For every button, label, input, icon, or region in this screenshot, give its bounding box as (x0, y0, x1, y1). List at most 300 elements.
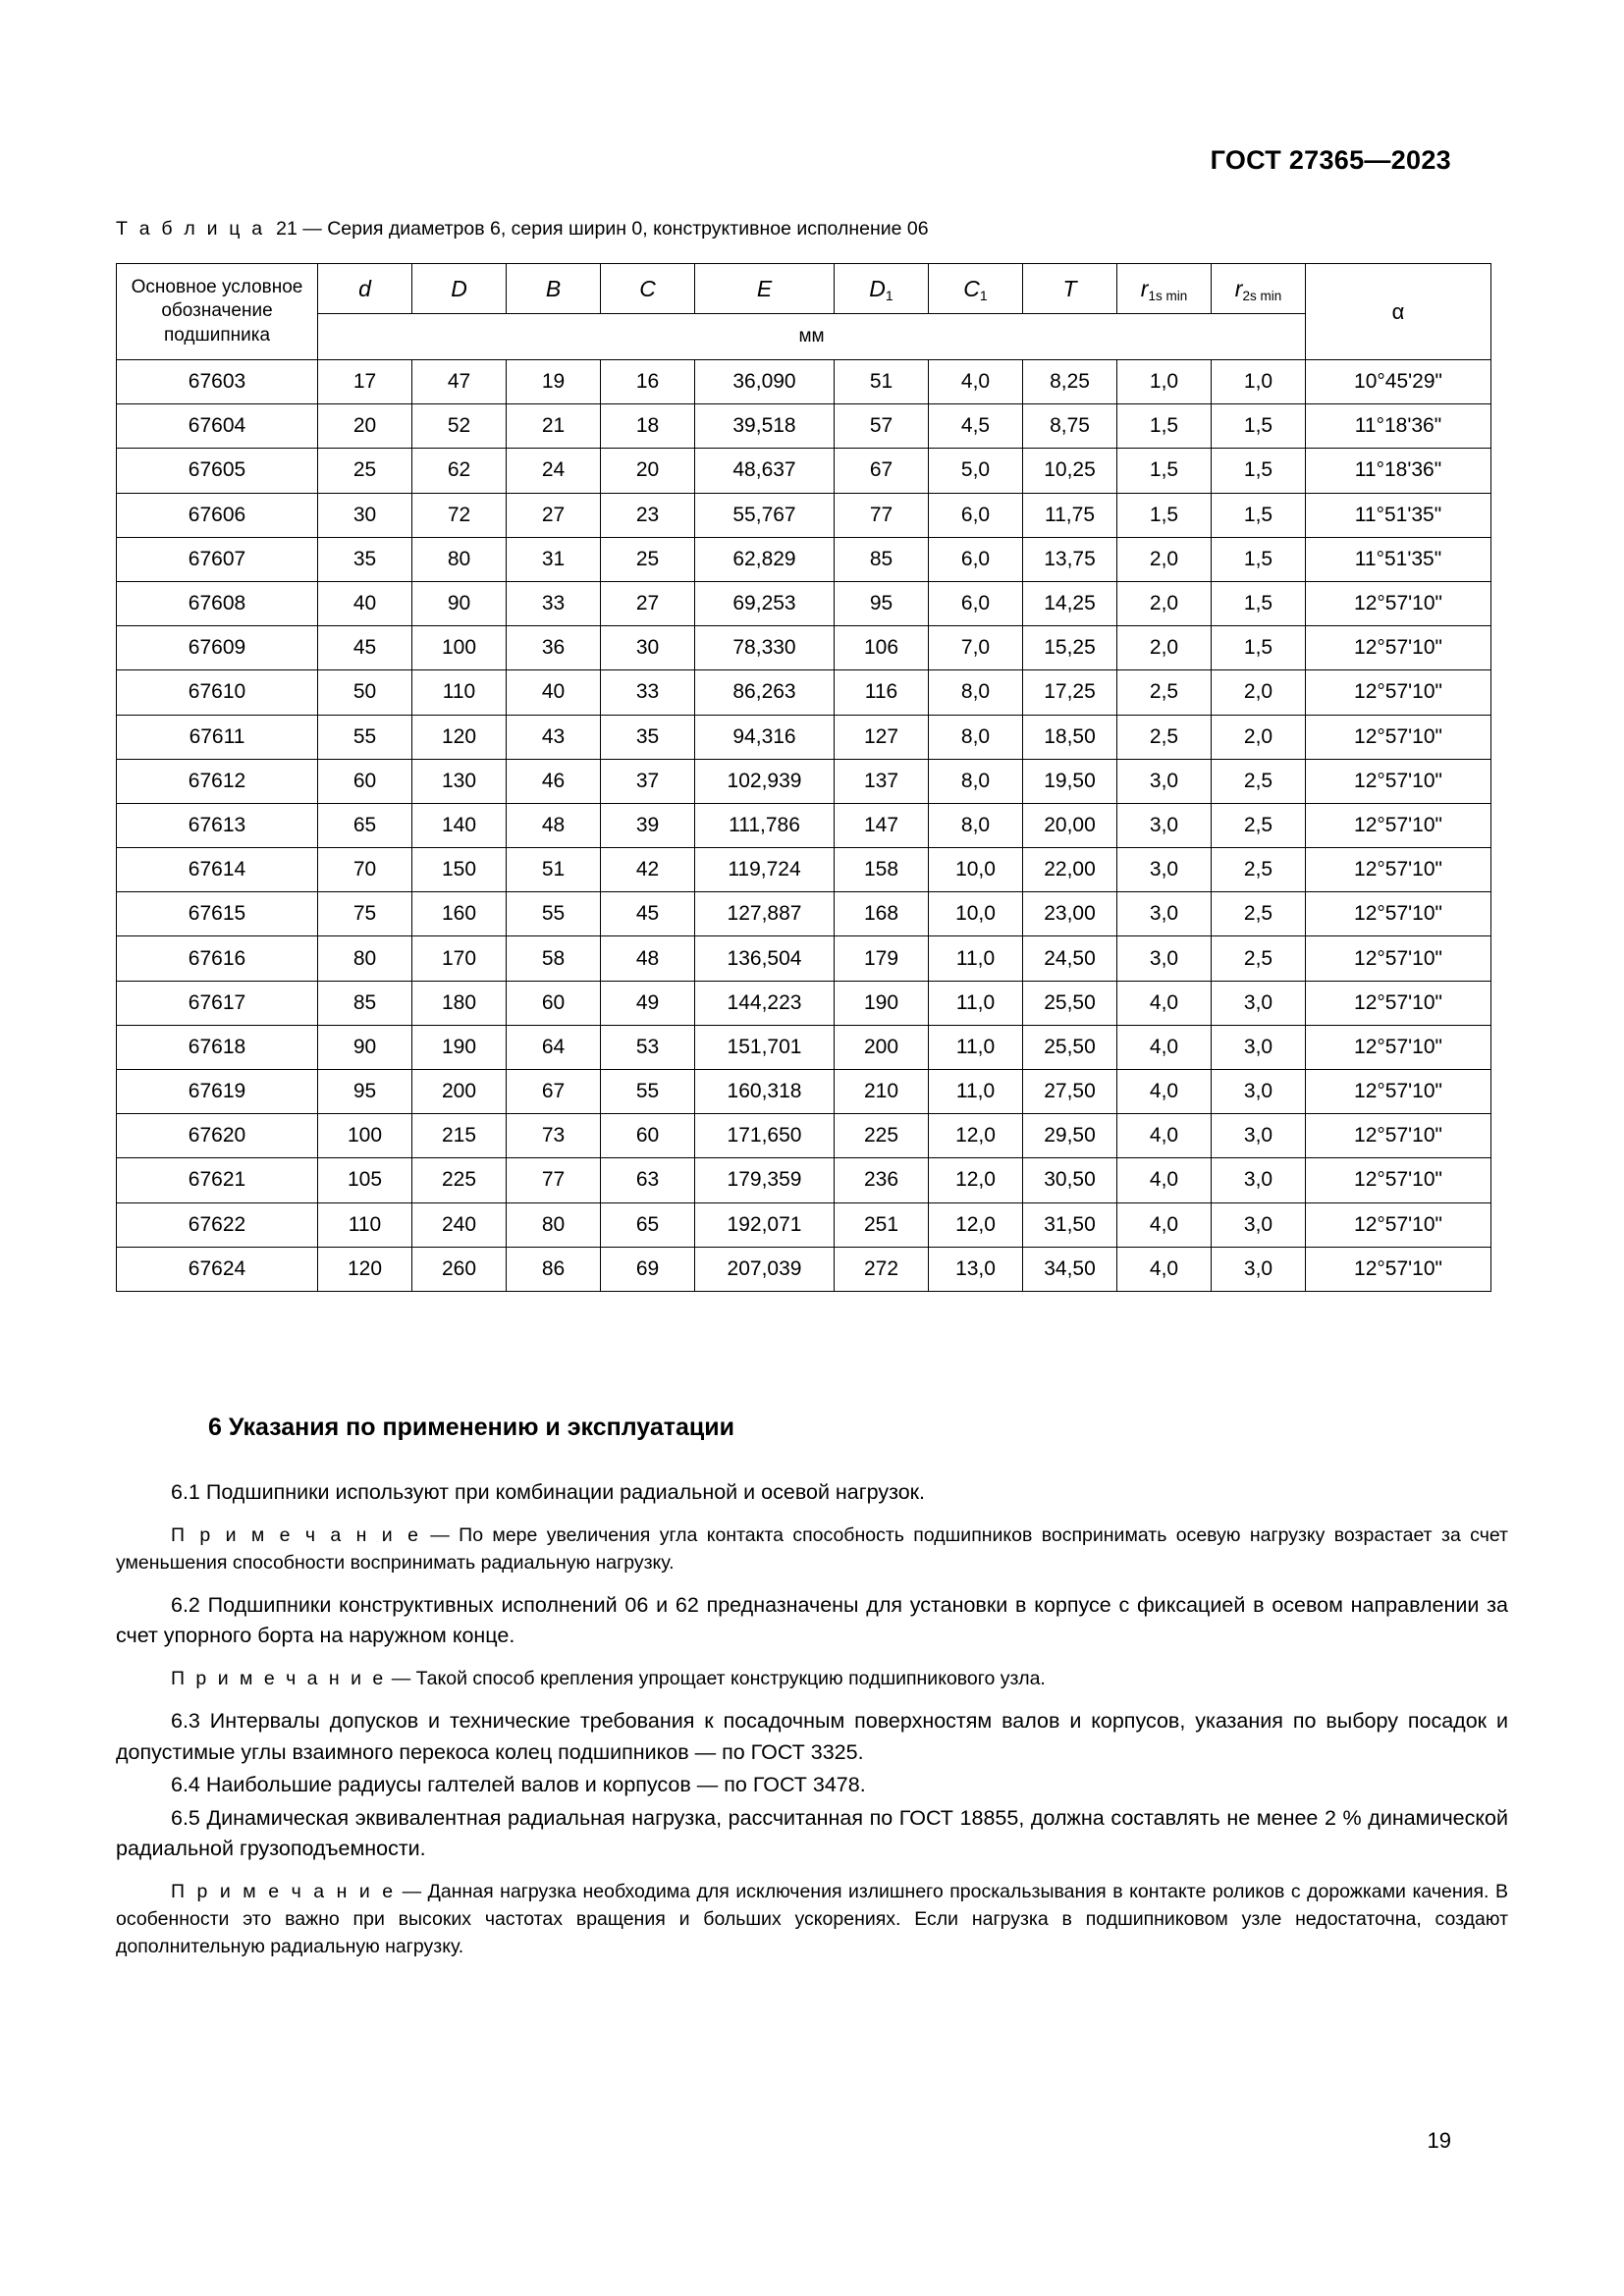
cell-r2: 3,0 (1212, 1247, 1306, 1291)
cell-D: 170 (412, 936, 507, 981)
cell-C: 16 (601, 360, 695, 404)
table-head (117, 264, 1491, 360)
cell-d: 20 (318, 404, 412, 449)
cell-D1: 106 (835, 626, 929, 670)
cell-C: 45 (601, 892, 695, 936)
cell-T: 13,75 (1023, 537, 1117, 581)
cell-alpha: 12°57'10" (1306, 848, 1491, 892)
cell-B: 21 (507, 404, 601, 449)
col-header-designation: Основное условное обозначение подшипника (117, 264, 318, 360)
cell-r1: 4,0 (1117, 1158, 1212, 1202)
note-3 (116, 1878, 1508, 1960)
cell-name: 67624 (117, 1247, 318, 1291)
cell-name: 67617 (117, 981, 318, 1025)
cell-T: 27,50 (1023, 1070, 1117, 1114)
paragraph-6-3: 6.3 Интервалы допусков и технические требования к посадочным поверхностям валов и корпусов, указания по выбору посадок и допустимые углы взаимного перекоса колец подшипников — по ГОСТ 3325. (116, 1709, 1508, 1764)
cell-C: 63 (601, 1158, 695, 1202)
cell-d: 17 (318, 360, 412, 404)
col-header-alpha: α (1306, 264, 1491, 360)
cell-d: 85 (318, 981, 412, 1025)
cell-name: 67606 (117, 493, 318, 537)
col-header-r2s-min: r2s min (1212, 264, 1306, 314)
cell-r2: 2,5 (1212, 848, 1306, 892)
cell-D: 160 (412, 892, 507, 936)
note-1 (116, 1522, 1508, 1576)
cell-name: 67615 (117, 892, 318, 936)
cell-C1: 6,0 (929, 537, 1023, 581)
cell-alpha: 11°51'35" (1306, 537, 1491, 581)
cell-name: 67614 (117, 848, 318, 892)
cell-E: 192,071 (695, 1202, 835, 1247)
cell-name: 67609 (117, 626, 318, 670)
cell-r2: 2,5 (1212, 892, 1306, 936)
cell-C1: 8,0 (929, 803, 1023, 847)
table-row (117, 404, 1491, 449)
note-2-label: П р и м е ч а н и е (171, 1667, 387, 1689)
cell-C1: 7,0 (929, 626, 1023, 670)
cell-D1: 95 (835, 581, 929, 625)
cell-C: 39 (601, 803, 695, 847)
cell-C: 65 (601, 1202, 695, 1247)
cell-r2: 2,5 (1212, 759, 1306, 803)
table-caption-label: Т а б л и ц а (116, 218, 266, 240)
cell-name: 67605 (117, 449, 318, 493)
cell-d: 70 (318, 848, 412, 892)
cell-T: 14,25 (1023, 581, 1117, 625)
table-row (117, 715, 1491, 759)
cell-D1: 168 (835, 892, 929, 936)
cell-name: 67620 (117, 1114, 318, 1158)
cell-D: 240 (412, 1202, 507, 1247)
table-row (117, 449, 1491, 493)
cell-T: 29,50 (1023, 1114, 1117, 1158)
cell-D: 140 (412, 803, 507, 847)
cell-E: 78,330 (695, 626, 835, 670)
cell-E: 207,039 (695, 1247, 835, 1291)
cell-r1: 3,0 (1117, 803, 1212, 847)
cell-r1: 1,0 (1117, 360, 1212, 404)
cell-E: 39,518 (695, 404, 835, 449)
cell-r1: 4,0 (1117, 1202, 1212, 1247)
table-row (117, 892, 1491, 936)
cell-C: 23 (601, 493, 695, 537)
cell-alpha: 12°57'10" (1306, 670, 1491, 715)
cell-D1: 147 (835, 803, 929, 847)
cell-C: 33 (601, 670, 695, 715)
cell-r2: 1,5 (1212, 537, 1306, 581)
table-row (117, 759, 1491, 803)
cell-D: 260 (412, 1247, 507, 1291)
cell-E: 136,504 (695, 936, 835, 981)
cell-r2: 2,0 (1212, 715, 1306, 759)
cell-T: 15,25 (1023, 626, 1117, 670)
table-row (117, 670, 1491, 715)
cell-alpha: 12°57'10" (1306, 759, 1491, 803)
cell-r2: 3,0 (1212, 1158, 1306, 1202)
cell-C: 53 (601, 1025, 695, 1069)
paragraph-6-2: 6.2 Подшипники конструктивных исполнений 06 и 62 предназначены для установки в корпусе с фиксацией в осевом направлении за счет упорного борта на наружном конце. (116, 1592, 1508, 1648)
cell-B: 77 (507, 1158, 601, 1202)
cell-r1: 3,0 (1117, 936, 1212, 981)
bearings-table-container (116, 263, 1490, 1292)
cell-D: 215 (412, 1114, 507, 1158)
cell-D: 180 (412, 981, 507, 1025)
cell-alpha: 11°18'36" (1306, 449, 1491, 493)
cell-B: 67 (507, 1070, 601, 1114)
table-row (117, 848, 1491, 892)
cell-D: 80 (412, 537, 507, 581)
cell-C1: 11,0 (929, 981, 1023, 1025)
table-row (117, 493, 1491, 537)
cell-r2: 3,0 (1212, 1114, 1306, 1158)
cell-name: 67608 (117, 581, 318, 625)
cell-C1: 11,0 (929, 1070, 1023, 1114)
table-caption-number: 21 (276, 218, 298, 240)
cell-D1: 116 (835, 670, 929, 715)
cell-r2: 2,0 (1212, 670, 1306, 715)
cell-E: 127,887 (695, 892, 835, 936)
cell-C1: 11,0 (929, 936, 1023, 981)
cell-C: 35 (601, 715, 695, 759)
col-header-B: B (507, 264, 601, 314)
cell-r1: 3,0 (1117, 848, 1212, 892)
table-header-row-symbols (117, 264, 1491, 314)
cell-B: 40 (507, 670, 601, 715)
cell-T: 20,00 (1023, 803, 1117, 847)
cell-name: 67613 (117, 803, 318, 847)
cell-name: 67607 (117, 537, 318, 581)
cell-r1: 2,5 (1117, 715, 1212, 759)
cell-T: 25,50 (1023, 1025, 1117, 1069)
cell-r2: 3,0 (1212, 981, 1306, 1025)
cell-D1: 236 (835, 1158, 929, 1202)
cell-r1: 3,0 (1117, 892, 1212, 936)
cell-B: 19 (507, 360, 601, 404)
cell-C1: 12,0 (929, 1158, 1023, 1202)
cell-D: 190 (412, 1025, 507, 1069)
cell-d: 80 (318, 936, 412, 981)
cell-D1: 225 (835, 1114, 929, 1158)
cell-T: 23,00 (1023, 892, 1117, 936)
col-header-D: D (412, 264, 507, 314)
cell-r1: 1,5 (1117, 449, 1212, 493)
col-header-d: d (318, 264, 412, 314)
cell-C: 25 (601, 537, 695, 581)
cell-E: 55,767 (695, 493, 835, 537)
cell-E: 36,090 (695, 360, 835, 404)
cell-name: 67603 (117, 360, 318, 404)
cell-C1: 10,0 (929, 892, 1023, 936)
cell-d: 90 (318, 1025, 412, 1069)
cell-B: 31 (507, 537, 601, 581)
cell-r2: 1,5 (1212, 404, 1306, 449)
cell-alpha: 12°57'10" (1306, 1070, 1491, 1114)
cell-d: 45 (318, 626, 412, 670)
cell-alpha: 12°57'10" (1306, 981, 1491, 1025)
note-1-label: П р и м е ч а н и е (171, 1523, 421, 1546)
cell-name: 67610 (117, 670, 318, 715)
cell-C1: 8,0 (929, 715, 1023, 759)
cell-r1: 3,0 (1117, 759, 1212, 803)
cell-r1: 4,0 (1117, 1070, 1212, 1114)
page-number: 19 (1427, 2128, 1451, 2153)
cell-E: 119,724 (695, 848, 835, 892)
cell-r1: 4,0 (1117, 981, 1212, 1025)
col-header-C: C (601, 264, 695, 314)
cell-D1: 179 (835, 936, 929, 981)
table-header-row-units (117, 314, 1491, 360)
cell-E: 86,263 (695, 670, 835, 715)
cell-D: 130 (412, 759, 507, 803)
paragraph-6-1: 6.1 Подшипники используют при комбинации радиальной и осевой нагрузок. (171, 1480, 926, 1504)
table-row (117, 1114, 1491, 1158)
col-header-T: T (1023, 264, 1117, 314)
cell-D: 120 (412, 715, 507, 759)
cell-E: 94,316 (695, 715, 835, 759)
cell-r2: 1,5 (1212, 581, 1306, 625)
cell-E: 171,650 (695, 1114, 835, 1158)
cell-D1: 127 (835, 715, 929, 759)
cell-D: 100 (412, 626, 507, 670)
cell-B: 48 (507, 803, 601, 847)
cell-T: 22,00 (1023, 848, 1117, 892)
cell-T: 19,50 (1023, 759, 1117, 803)
cell-C: 48 (601, 936, 695, 981)
cell-C1: 8,0 (929, 759, 1023, 803)
table-row (117, 1247, 1491, 1291)
document-standard-header: ГОСТ 27365—2023 (1210, 145, 1451, 175)
table-row (117, 581, 1491, 625)
cell-D: 62 (412, 449, 507, 493)
cell-D: 90 (412, 581, 507, 625)
cell-alpha: 12°57'10" (1306, 1114, 1491, 1158)
table-row (117, 1070, 1491, 1114)
cell-name: 67611 (117, 715, 318, 759)
cell-alpha: 12°57'10" (1306, 1247, 1491, 1291)
cell-alpha: 12°57'10" (1306, 715, 1491, 759)
cell-C: 69 (601, 1247, 695, 1291)
cell-T: 10,25 (1023, 449, 1117, 493)
cell-C: 37 (601, 759, 695, 803)
cell-B: 86 (507, 1247, 601, 1291)
cell-C1: 4,5 (929, 404, 1023, 449)
cell-d: 50 (318, 670, 412, 715)
cell-E: 144,223 (695, 981, 835, 1025)
cell-d: 75 (318, 892, 412, 936)
table-row (117, 537, 1491, 581)
cell-E: 69,253 (695, 581, 835, 625)
cell-C1: 10,0 (929, 848, 1023, 892)
col-header-E: E (695, 264, 835, 314)
section-heading-6: 6 Указания по применению и эксплуатации (208, 1414, 734, 1441)
cell-D1: 57 (835, 404, 929, 449)
table-body (117, 360, 1491, 1292)
cell-d: 100 (318, 1114, 412, 1158)
cell-B: 27 (507, 493, 601, 537)
cell-B: 36 (507, 626, 601, 670)
cell-r1: 4,0 (1117, 1247, 1212, 1291)
cell-C: 18 (601, 404, 695, 449)
cell-D1: 200 (835, 1025, 929, 1069)
cell-r2: 2,5 (1212, 803, 1306, 847)
cell-C1: 5,0 (929, 449, 1023, 493)
cell-d: 120 (318, 1247, 412, 1291)
cell-d: 105 (318, 1158, 412, 1202)
note-3-label: П р и м е ч а н и е (171, 1880, 397, 1902)
cell-D: 150 (412, 848, 507, 892)
cell-name: 67621 (117, 1158, 318, 1202)
cell-C: 20 (601, 449, 695, 493)
cell-name: 67612 (117, 759, 318, 803)
cell-E: 179,359 (695, 1158, 835, 1202)
cell-E: 62,829 (695, 537, 835, 581)
cell-B: 24 (507, 449, 601, 493)
cell-D1: 272 (835, 1247, 929, 1291)
cell-B: 60 (507, 981, 601, 1025)
cell-alpha: 11°18'36" (1306, 404, 1491, 449)
cell-T: 24,50 (1023, 936, 1117, 981)
cell-C1: 13,0 (929, 1247, 1023, 1291)
col-header-unit-mm: мм (318, 314, 1306, 360)
cell-C: 42 (601, 848, 695, 892)
cell-C1: 12,0 (929, 1202, 1023, 1247)
cell-name: 67618 (117, 1025, 318, 1069)
cell-alpha: 12°57'10" (1306, 626, 1491, 670)
cell-r1: 4,0 (1117, 1025, 1212, 1069)
cell-name: 67619 (117, 1070, 318, 1114)
cell-C1: 4,0 (929, 360, 1023, 404)
note-2 (116, 1665, 1508, 1692)
cell-D1: 51 (835, 360, 929, 404)
cell-E: 151,701 (695, 1025, 835, 1069)
cell-D1: 251 (835, 1202, 929, 1247)
table-row (117, 981, 1491, 1025)
cell-D: 225 (412, 1158, 507, 1202)
table-caption (116, 218, 929, 240)
cell-E: 48,637 (695, 449, 835, 493)
cell-D: 52 (412, 404, 507, 449)
table-row (117, 1025, 1491, 1069)
cell-D: 200 (412, 1070, 507, 1114)
cell-B: 43 (507, 715, 601, 759)
cell-D: 110 (412, 670, 507, 715)
cell-name: 67616 (117, 936, 318, 981)
cell-D1: 210 (835, 1070, 929, 1114)
cell-D1: 67 (835, 449, 929, 493)
cell-d: 95 (318, 1070, 412, 1114)
cell-alpha: 12°57'10" (1306, 1025, 1491, 1069)
cell-T: 31,50 (1023, 1202, 1117, 1247)
cell-alpha: 10°45'29" (1306, 360, 1491, 404)
cell-d: 35 (318, 537, 412, 581)
cell-T: 34,50 (1023, 1247, 1117, 1291)
cell-C1: 8,0 (929, 670, 1023, 715)
cell-alpha: 12°57'10" (1306, 936, 1491, 981)
cell-B: 64 (507, 1025, 601, 1069)
cell-r1: 4,0 (1117, 1114, 1212, 1158)
cell-r1: 2,0 (1117, 581, 1212, 625)
cell-d: 25 (318, 449, 412, 493)
cell-C: 60 (601, 1114, 695, 1158)
cell-alpha: 12°57'10" (1306, 1158, 1491, 1202)
cell-name: 67622 (117, 1202, 318, 1247)
cell-D1: 77 (835, 493, 929, 537)
cell-d: 65 (318, 803, 412, 847)
section-body (116, 1477, 1508, 1960)
cell-alpha: 12°57'10" (1306, 803, 1491, 847)
cell-r1: 2,0 (1117, 626, 1212, 670)
cell-T: 30,50 (1023, 1158, 1117, 1202)
note-1-text: — По мере увеличения угла контакта способность подшипников воспринимать осевую нагрузку возрастает за счет уменьшения способности воспринимать радиальную нагрузку. (116, 1523, 1508, 1574)
cell-T: 18,50 (1023, 715, 1117, 759)
cell-r1: 1,5 (1117, 493, 1212, 537)
cell-B: 55 (507, 892, 601, 936)
cell-r2: 1,5 (1212, 449, 1306, 493)
cell-d: 110 (318, 1202, 412, 1247)
cell-C: 27 (601, 581, 695, 625)
cell-r1: 1,5 (1117, 404, 1212, 449)
table-row (117, 803, 1491, 847)
cell-T: 8,75 (1023, 404, 1117, 449)
cell-C1: 6,0 (929, 581, 1023, 625)
cell-T: 17,25 (1023, 670, 1117, 715)
cell-r2: 3,0 (1212, 1202, 1306, 1247)
cell-B: 51 (507, 848, 601, 892)
cell-D1: 85 (835, 537, 929, 581)
cell-r2: 2,5 (1212, 936, 1306, 981)
note-3-text: — Данная нагрузка необходима для исключения излишнего проскальзывания в контакте роликов с дорожками качения. В особенности это важно при высоких частотах вращения и больших ускорениях. Если нагрузка в подшипниковом узле недостаточна, создают дополнительную радиальную нагрузку. (116, 1880, 1508, 1958)
col-header-r1s-min: r1s min (1117, 264, 1212, 314)
col-header-C1: $C_1$ (929, 264, 1023, 314)
cell-r2: 1,0 (1212, 360, 1306, 404)
cell-C1: 6,0 (929, 493, 1023, 537)
cell-T: 11,75 (1023, 493, 1117, 537)
cell-D1: 137 (835, 759, 929, 803)
cell-B: 80 (507, 1202, 601, 1247)
note-2-text: — Такой способ крепления упрощает конструкцию подшипникового узла. (386, 1667, 1046, 1689)
cell-alpha: 11°51'35" (1306, 493, 1491, 537)
cell-alpha: 12°57'10" (1306, 581, 1491, 625)
cell-r2: 1,5 (1212, 493, 1306, 537)
cell-E: 160,318 (695, 1070, 835, 1114)
cell-C: 30 (601, 626, 695, 670)
cell-d: 55 (318, 715, 412, 759)
cell-C: 49 (601, 981, 695, 1025)
cell-T: 25,50 (1023, 981, 1117, 1025)
cell-B: 33 (507, 581, 601, 625)
cell-alpha: 12°57'10" (1306, 892, 1491, 936)
col-header-D1: $D_1$ (835, 264, 929, 314)
table-row (117, 360, 1491, 404)
table-row (117, 1158, 1491, 1202)
cell-D1: 190 (835, 981, 929, 1025)
cell-D1: 158 (835, 848, 929, 892)
cell-D: 72 (412, 493, 507, 537)
cell-D: 47 (412, 360, 507, 404)
cell-d: 60 (318, 759, 412, 803)
paragraph-6-5: 6.5 Динамическая эквивалентная радиальная нагрузка, рассчитанная по ГОСТ 18855, должна составлять не менее 2 % динамической радиальной грузоподъемности. (116, 1805, 1508, 1861)
cell-C: 55 (601, 1070, 695, 1114)
table-caption-text: — Серия диаметров 6, серия ширин 0, конструктивное исполнение 06 (302, 218, 929, 240)
paragraph-6-4: 6.4 Наибольшие радиусы галтелей валов и корпусов — по ГОСТ 3478. (171, 1773, 866, 1797)
cell-r1: 2,0 (1117, 537, 1212, 581)
table-row (117, 1202, 1491, 1247)
cell-B: 73 (507, 1114, 601, 1158)
table-row (117, 936, 1491, 981)
cell-C1: 11,0 (929, 1025, 1023, 1069)
bearings-table (116, 263, 1491, 1292)
cell-r2: 1,5 (1212, 626, 1306, 670)
